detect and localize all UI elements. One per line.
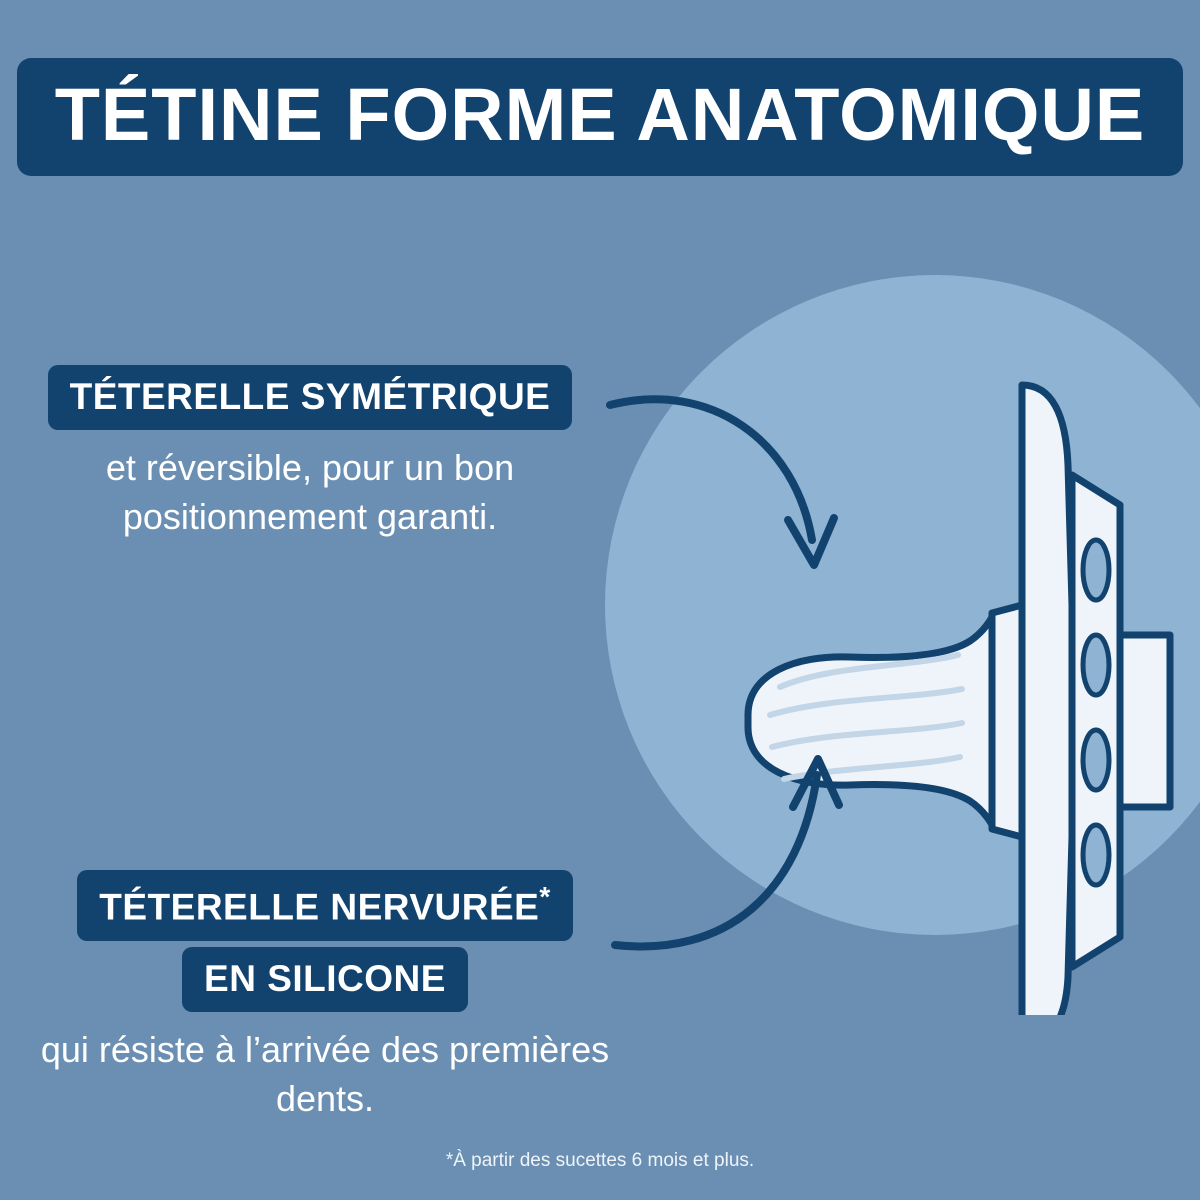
page-title-text: TÉTINE FORME ANATOMIQUE <box>17 58 1184 176</box>
footnote: *À partir des sucettes 6 mois et plus. <box>445 1150 755 1171</box>
callout-nervuree-label-line2: EN SILICONE <box>182 947 468 1012</box>
callout-nervuree-body: qui résiste à l’arrivée des premières dents. <box>40 1029 610 1119</box>
page-title <box>0 58 1200 176</box>
callout-nervuree-label-text: TÉTERELLE NERVURÉE <box>99 886 540 928</box>
callout-nervuree-label <box>77 870 572 941</box>
callout-symmetrique-label: TÉTERELLE SYMÉTRIQUE <box>48 365 573 430</box>
callout-symmetrique-body: et réversible, pour un bon positionnement garanti. <box>105 447 515 538</box>
callout-symmetrique <box>10 365 610 542</box>
pacifier-illustration <box>700 355 1200 1015</box>
callout-nervuree-superscript: * <box>539 881 551 912</box>
callout-nervuree <box>25 870 625 1123</box>
